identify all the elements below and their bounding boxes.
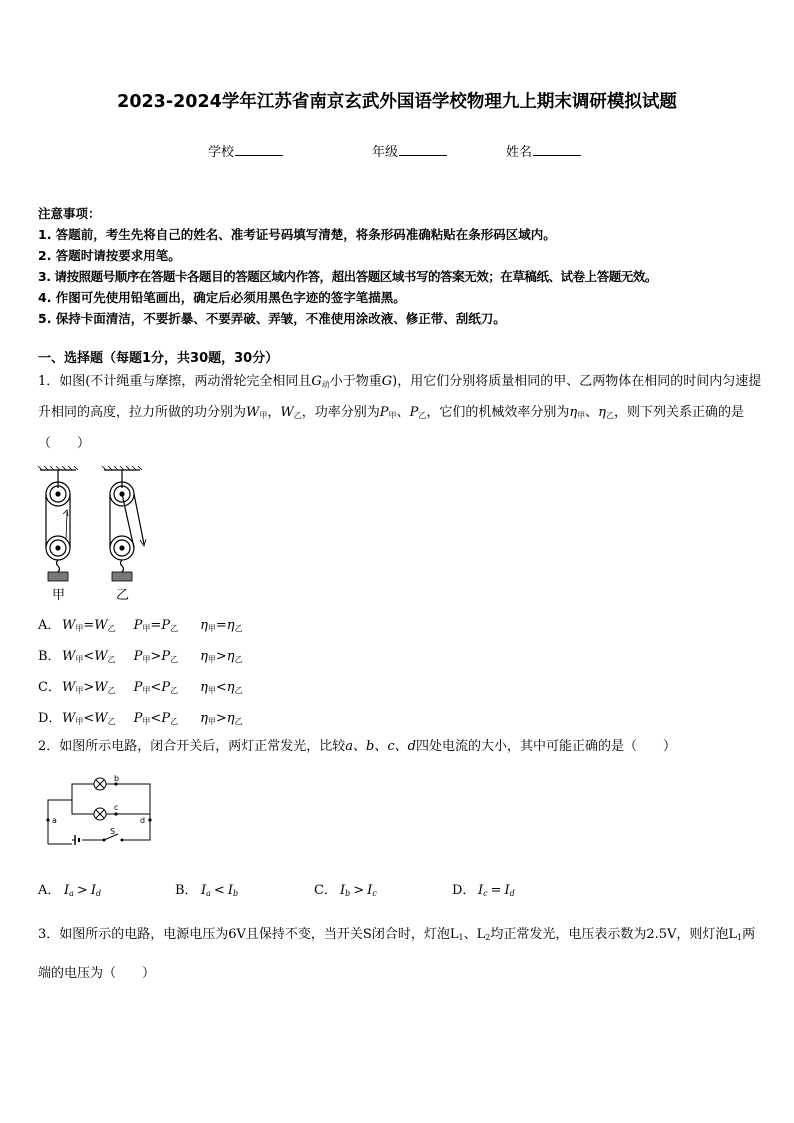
student-info-fields (0, 141, 794, 161)
notice-item: 1. 答题前，考生先将自己的姓名、准考证号码填写清楚，将条形码准确粘贴在条形码区域内。 (38, 227, 556, 242)
question-1-text: 1．如图(不计绳重与摩擦，两动滑轮完全相同且$G_动$小于物重G)，用它们分别将质量相同的甲、乙两物体在相同的时间内匀速提升相同的高度，拉力所做的功分别为$W_甲$，$W_乙$，功率分别为$P_甲$、$P_乙$，它们的机械效率分别为$\eta_甲$、$\eta_乙$，则下列关系正确的是（ ） (38, 374, 762, 451)
q1-option-b[interactable]: B．W甲<W乙 P甲>P乙 η甲>η乙 (38, 649, 243, 664)
q2-option-b[interactable]: B． $I_a < I_b$ (175, 883, 239, 898)
weight-yi (112, 572, 132, 581)
school-blank[interactable] (235, 143, 283, 156)
grade-field[interactable]: 年级 (372, 141, 447, 160)
school-field[interactable]: 学校 (208, 141, 283, 160)
section-title: 一、选择题（每题1分，共30题，30分） (38, 351, 279, 366)
notice-item: 2. 答题时请按要求用笔。 (38, 248, 181, 263)
q2-option-a[interactable]: A． $I_a > I_d$ (38, 883, 102, 898)
figure-label-jia: 甲 (52, 588, 66, 603)
page-title: 2023-2024学年江苏省南京玄武外国语学校物理九上期末调研模拟试题 (117, 92, 677, 112)
q2-option-c[interactable]: C． $I_b > I_c$ (314, 883, 377, 898)
q1-option-d[interactable]: D．W甲<W乙 P甲<P乙 η甲>η乙 (38, 711, 243, 726)
notice-item: 3. 请按照题号顺序在答题卡各题目的答题区域内作答，超出答题区域书写的答案无效；在草稿纸、试卷上答题无效。 (38, 269, 657, 284)
notice-item: 4. 作图可先使用铅笔画出，确定后必须用黑色字迹的签字笔描黑。 (38, 290, 406, 305)
circuit-label-d: d (140, 816, 146, 825)
grade-blank[interactable] (399, 143, 447, 156)
notice-item: 5. 保持卡面清洁，不要折暴、不要弄破、弄皱，不准使用涂改液、修正带、刮纸刀。 (38, 311, 506, 326)
notice-heading: 注意事项： (38, 206, 101, 221)
question-2-text: 2．如图所示电路，闭合开关后，两灯正常发光，比较a、b、c、d四处电流的大小，其中可能正确的是（ ） (38, 739, 676, 754)
question-3-text: 3．如图所示的电路，电源电压为6V且保持不变，当开关S闭合时，灯泡$L_1$、$L_2$均正常发光，电压表示数为2.5V，则灯泡$L_1$两端的电压为（ ） (38, 927, 756, 981)
q1-option-c[interactable]: C．W甲>W乙 P甲<P乙 η甲<η乙 (38, 680, 243, 695)
circuit-label-c: c (114, 803, 119, 812)
circuit-label-s: S (110, 827, 116, 836)
circuit-label-b: b (114, 774, 120, 783)
weight-jia (48, 572, 68, 581)
name-field[interactable]: 姓名 (506, 141, 581, 160)
pulley-figure (36, 466, 156, 636)
notice-section (38, 203, 768, 329)
figure-label-yi: 乙 (116, 588, 130, 603)
q1-option-a[interactable]: A． W甲=W乙 P甲=P乙 η甲=η乙 (38, 618, 243, 633)
name-blank[interactable] (533, 143, 581, 156)
circuit-label-a: a (52, 816, 57, 825)
q2-option-d[interactable]: D． $I_c = I_d$ (452, 883, 515, 898)
circuit-figure (42, 772, 162, 852)
